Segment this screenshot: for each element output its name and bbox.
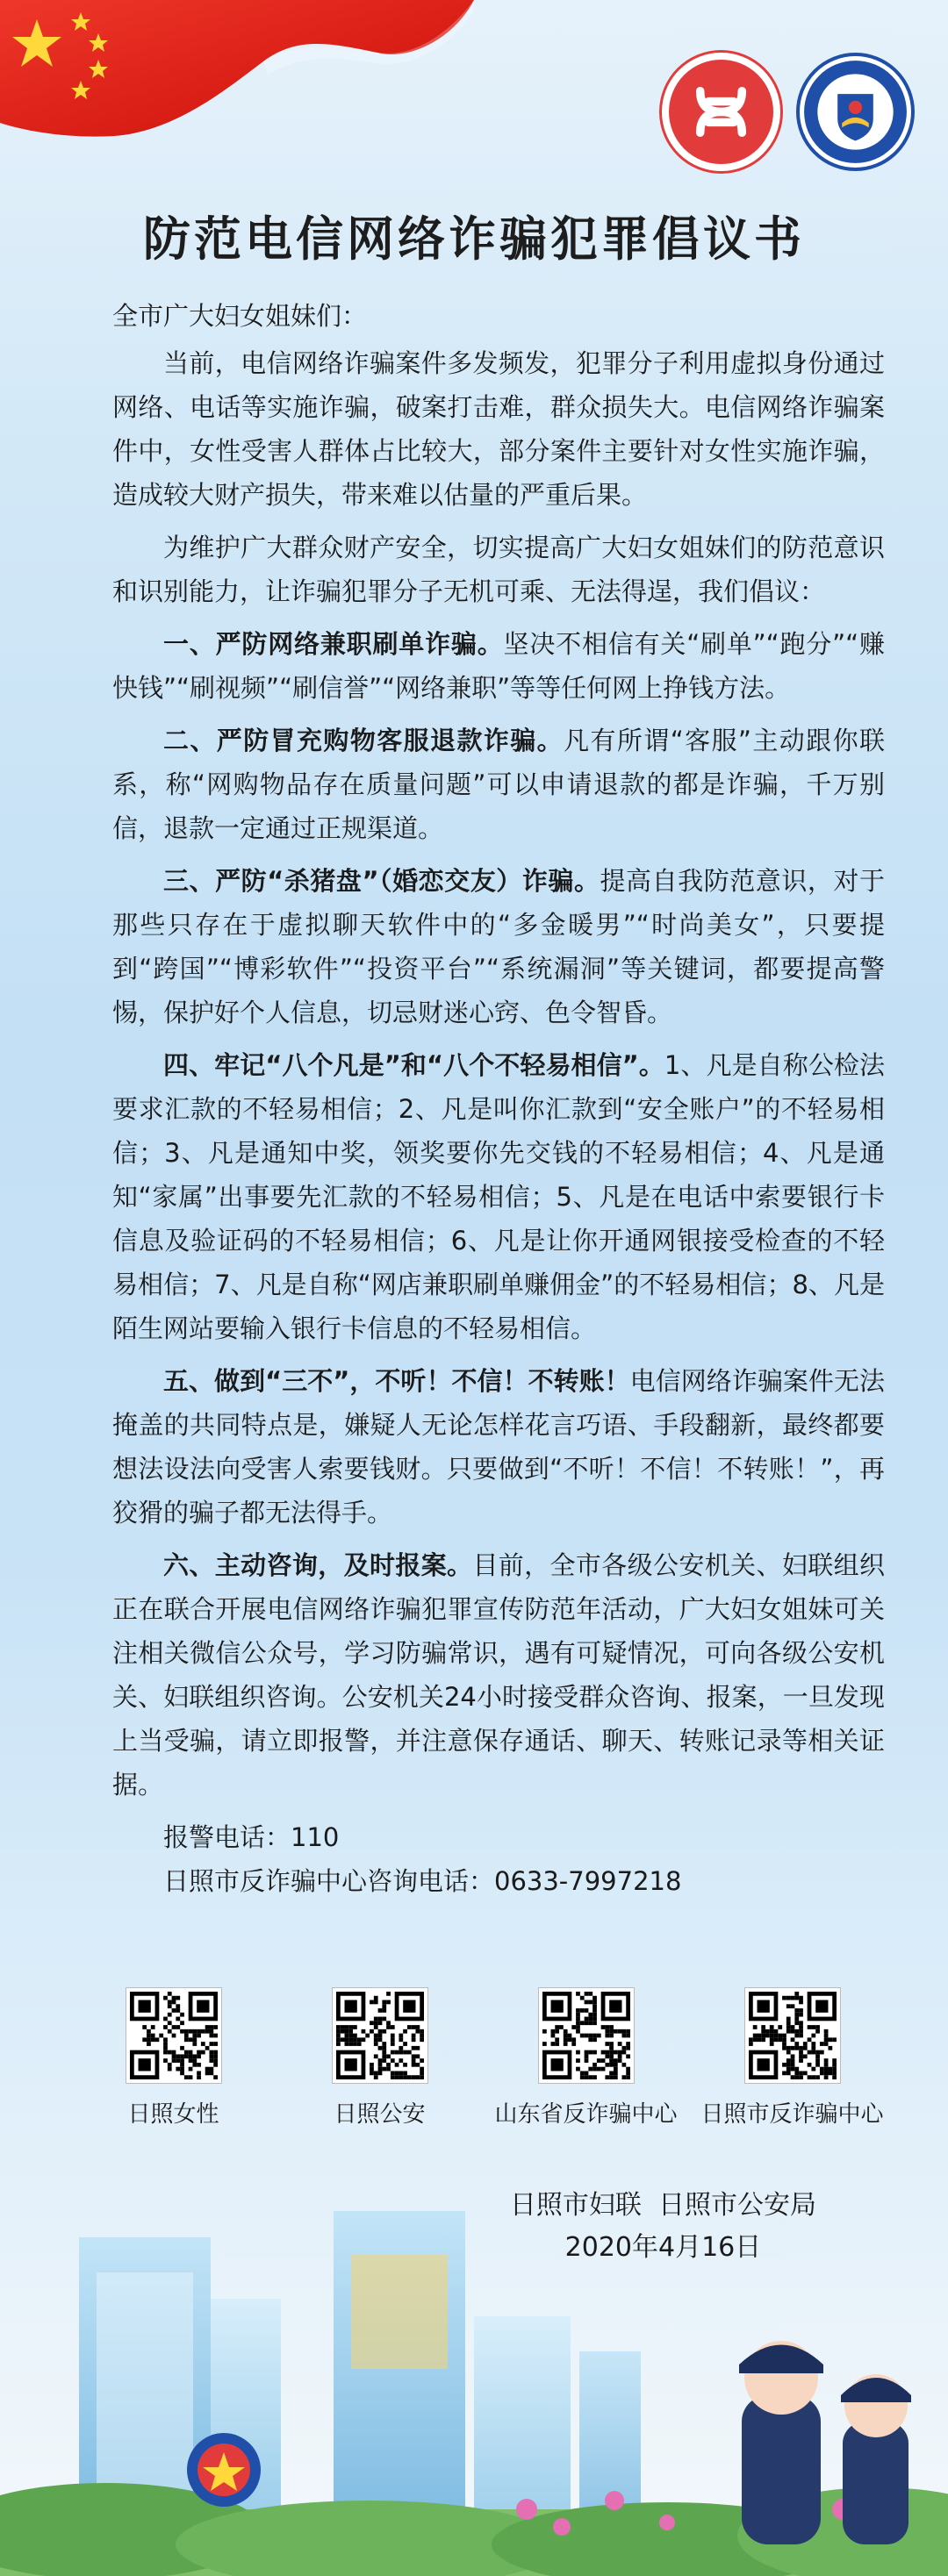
item-5 <box>112 1359 885 1535</box>
item-4 <box>112 1043 885 1350</box>
police-badge-icon <box>796 53 915 171</box>
item-3-heading: 三、严防“杀猪盘”（婚恋交友）诈骗。 <box>163 866 600 896</box>
item-4-body: 1、凡是自称公检法要求汇款的不轻易相信；2、凡是叫你汇款到“安全账户”的不轻易相信；3、凡是通知中奖，领奖要你先交钱的不轻易相信；4、凡是通知“家属”出事要先汇款的不轻易相信；5、凡是在电话中索要银行卡信息及验证码的不轻易相信；6、凡是让你开通网银接受检查的不轻易相信；7、凡是自称“网店兼职刷单赚佣金”的不轻易相信；8、凡是陌生网站要输入银行卡信息的不轻易相信。 <box>112 1050 885 1343</box>
item-6 <box>112 1543 885 1807</box>
item-2-heading: 二、严防冒充购物客服退款诈骗。 <box>163 726 564 755</box>
signing-organizations: 日照市妇联 日照市公安局 <box>509 2190 816 2221</box>
signature-block <box>510 2185 816 2269</box>
item-5-body: 电信网络诈骗案件无法掩盖的共同特点是，嫌疑人无论怎样花言巧语、手段翻新，最终都要想法设法向受害人索要钱财。只要做到“不听！不信！不转账！”，再狡猾的骗子都无法得手。 <box>112 1366 885 1528</box>
purpose-paragraph: 为维护广大群众财产安全，切实提高广大妇女姐妹们的防范意识和识别能力，让诈骗犯罪分子无机可乘、无法得逞，我们倡议： <box>112 533 885 606</box>
qr-item[interactable] <box>276 1987 483 2129</box>
item-4-heading: 四、牢记“八个凡是”和“八个不轻易相信”。 <box>163 1050 664 1080</box>
qr-item[interactable] <box>689 1987 895 2129</box>
item-6-body: 目前，全市各级公安机关、妇联组织正在联合开展电信网络诈骗犯罪宣传防范年活动，广大妇女姐妹可关注相关微信公众号，学习防骗常识，遇有可疑情况，可向各级公安机关、妇联组织咨询。公安机关24小时接受群众咨询、报案，一旦发现上当受骗，请立即报警，并注意保存通话、聊天、转账记录等相关证据。 <box>112 1550 885 1800</box>
item-2-body: 凡有所谓“客服”主动跟你联系，称“网购物品存在质量问题”可以申请退款的都是诈骗，千万别信，退款一定通过正规渠道。 <box>112 726 885 843</box>
item-1 <box>112 622 885 710</box>
qr-label: 日照女性 <box>127 2101 219 2128</box>
national-flag-icon <box>0 0 474 149</box>
page-title: 防范电信网络诈骗犯罪倡议书 <box>143 211 805 267</box>
item-1-body: 坚决不相信有关“刷单”“跑分”“赚快钱”“刷视频”“刷信誉”“网络兼职”等等任何网上挣钱方法。 <box>112 629 885 703</box>
womens-federation-logo-icon <box>662 53 780 171</box>
qr-label: 日照公安 <box>334 2101 426 2128</box>
qr-item[interactable] <box>70 1987 276 2129</box>
qr-code-icon[interactable] <box>744 1987 841 2084</box>
intro-paragraph: 当前，电信网络诈骗案件多发频发，犯罪分子利用虚拟身份通过网络、电话等实施诈骗，破案打击难，群众损失大。电信网络诈骗案件中，女性受害人群体占比较大，部分案件主要针对女性实施诈骗，造成较大财产损失，带来难以估量的严重后果。 <box>112 348 885 510</box>
police-badge-emblem <box>187 2433 261 2507</box>
salutation: 全市广大妇女姐妹们： <box>112 301 368 331</box>
item-6-heading: 六、主动咨询，及时报案。 <box>163 1550 473 1580</box>
qr-label: 日照市反诈骗中心 <box>700 2101 884 2128</box>
logo-group <box>662 53 915 171</box>
qr-code-row <box>70 1987 895 2129</box>
qr-code-icon[interactable] <box>538 1987 635 2084</box>
item-2 <box>112 719 885 850</box>
qr-label: 山东省反诈骗中心 <box>494 2101 678 2128</box>
police-hotline: 报警电话：110 <box>163 1822 340 1852</box>
qr-item[interactable] <box>483 1987 689 2129</box>
qr-code-icon[interactable] <box>332 1987 428 2084</box>
item-3 <box>112 859 885 1034</box>
qr-code-icon[interactable] <box>126 1987 222 2084</box>
proposal-body <box>112 294 885 1903</box>
consult-phone: 日照市反诈骗中心咨询电话：0633-7997218 <box>163 1866 682 1896</box>
signing-date: 2020年4月16日 <box>564 2232 762 2263</box>
item-3-body: 提高自我防范意识，对于那些只存在于虚拟聊天软件中的“多金暖男”“时尚美女”，只要提到“跨国”“博彩软件”“投资平台”“系统漏洞”等关键词，都要提高警惕，保护好个人信息，切忌财迷心窍、色令智昏。 <box>112 866 885 1027</box>
item-1-heading: 一、严防网络兼职刷单诈骗。 <box>163 629 504 659</box>
item-5-heading: 五、做到“三不”，不听！不信！不转账！ <box>163 1366 630 1396</box>
